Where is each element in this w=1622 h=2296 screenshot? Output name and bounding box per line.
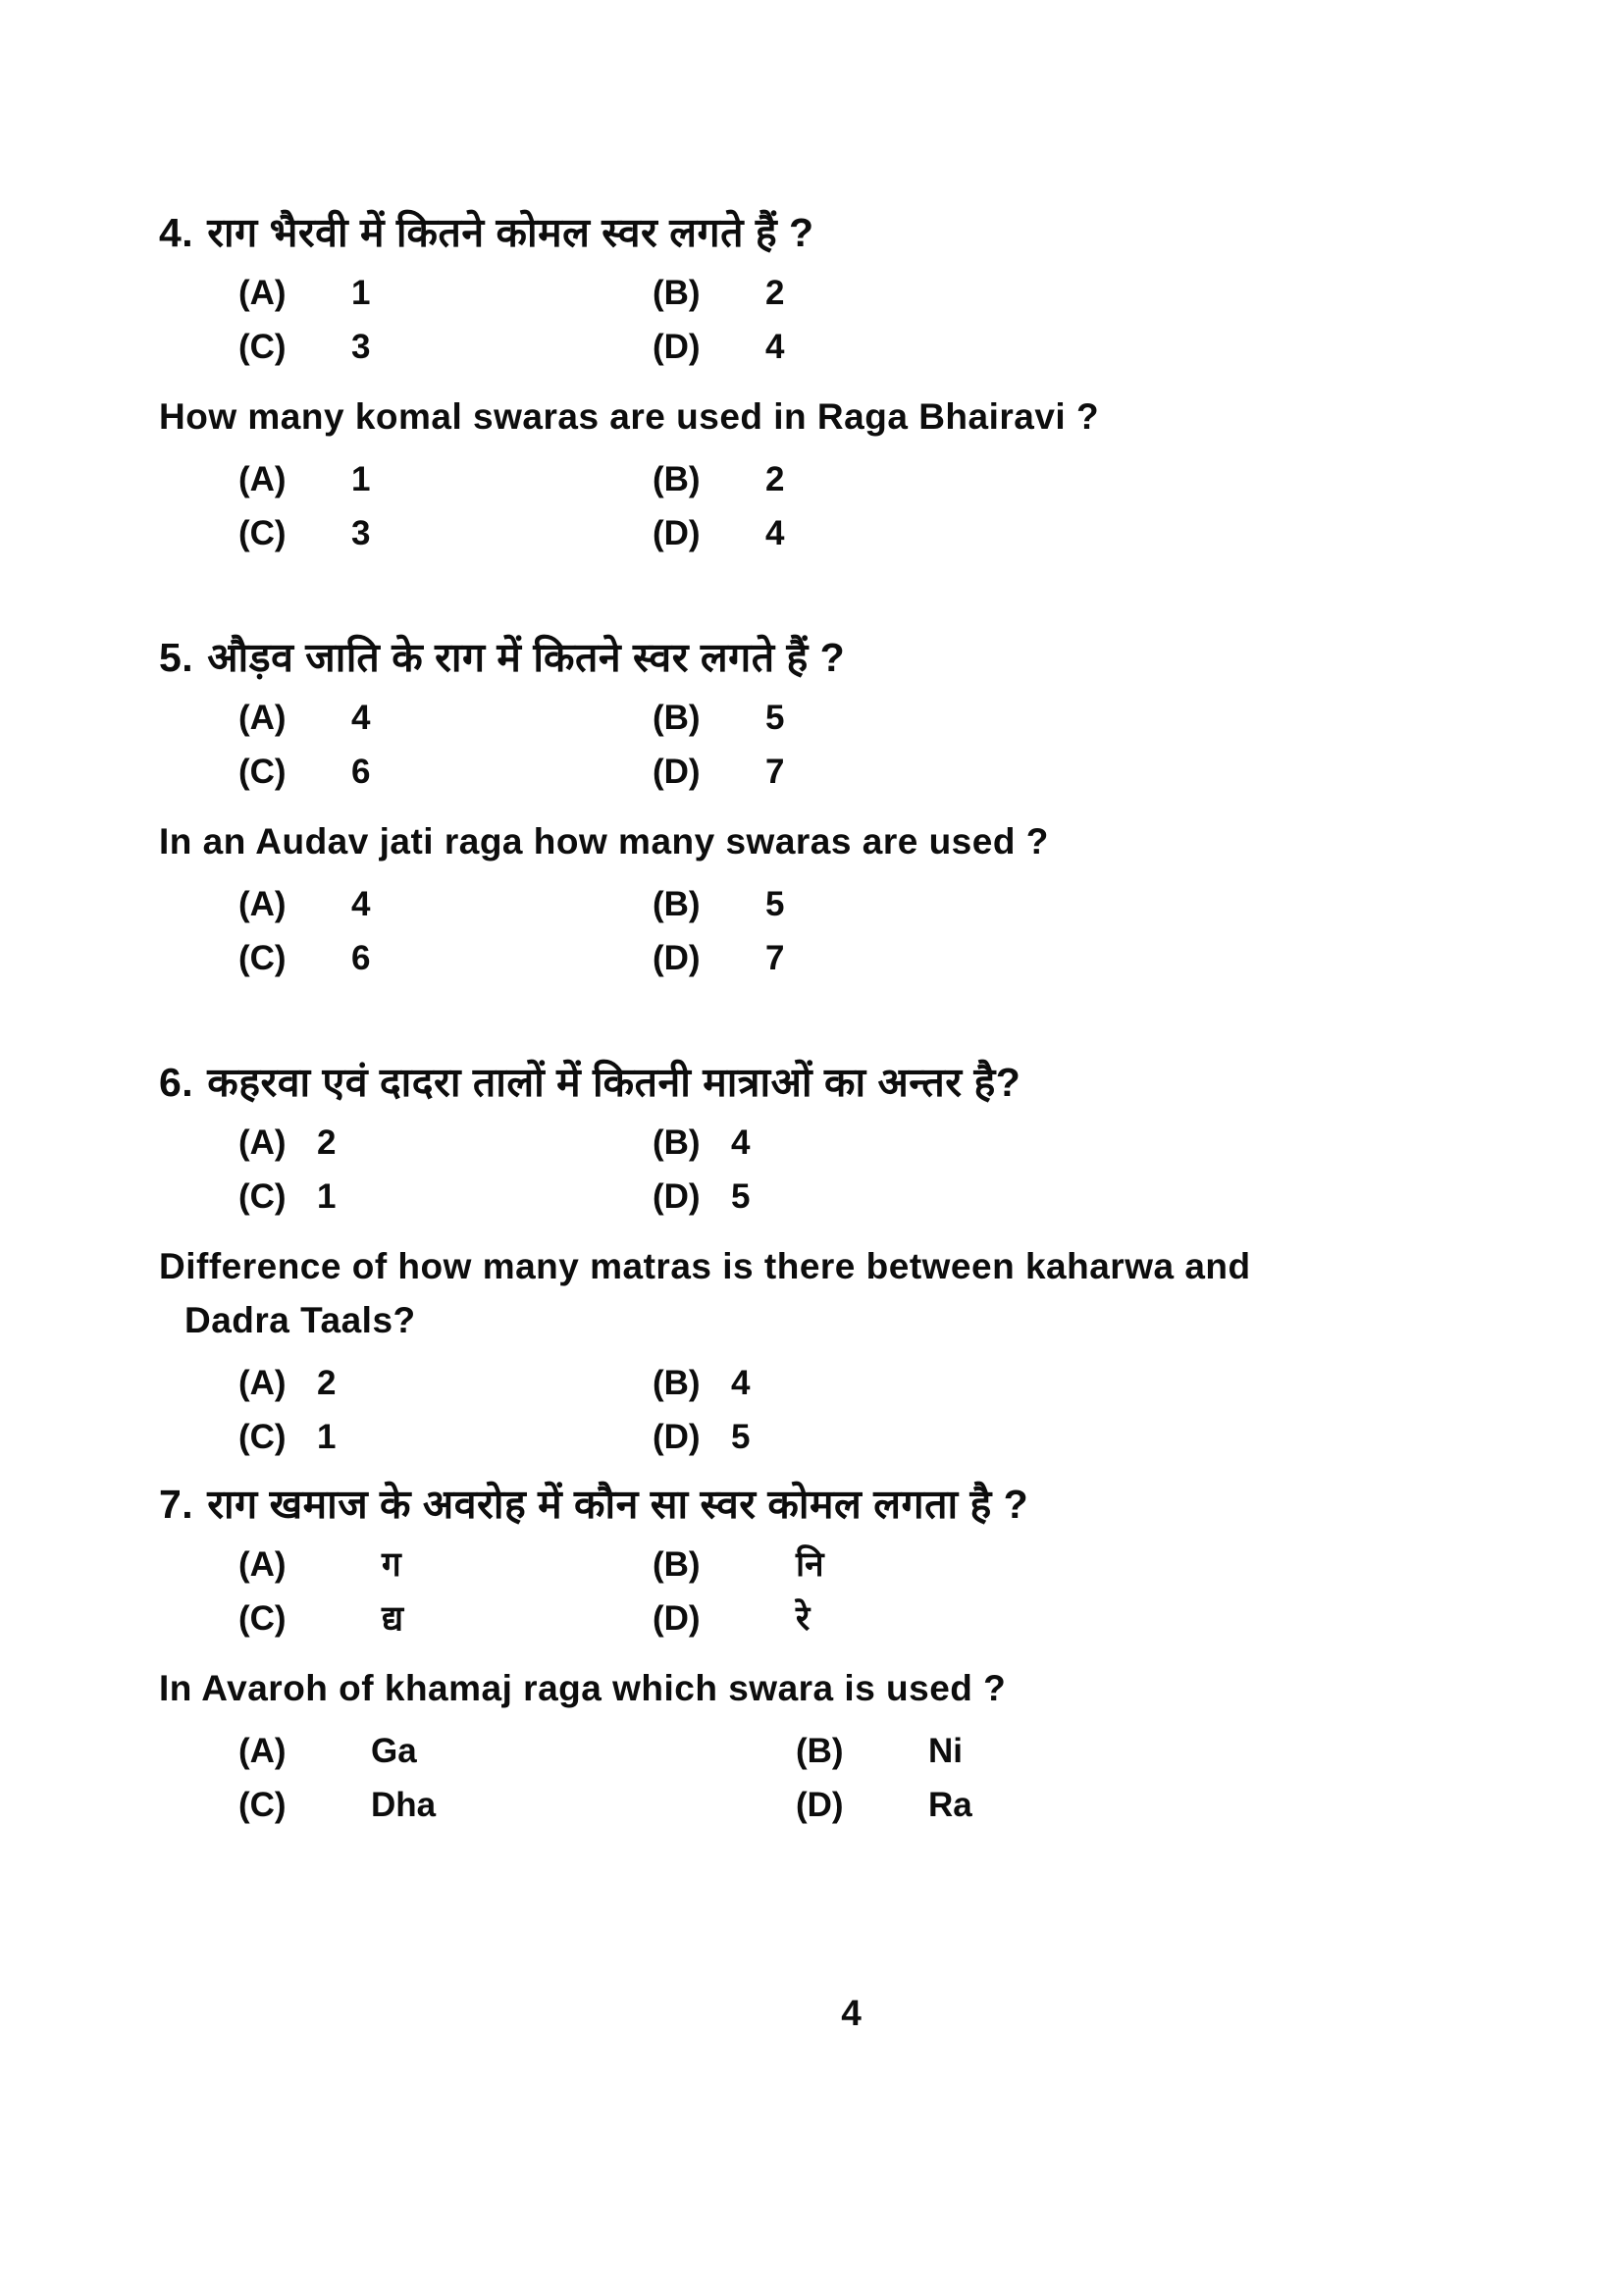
option-value: ग bbox=[382, 1545, 401, 1584]
question-block-5 bbox=[159, 633, 1544, 979]
question-english-line: In an Audav jati raga how many swaras are used ? bbox=[159, 821, 1049, 861]
option-label: (C) bbox=[238, 1599, 287, 1638]
option-value: 7 bbox=[765, 938, 785, 977]
question-english-line: How many komal swaras are used in Raga Bhairavi ? bbox=[159, 396, 1100, 438]
option-value: 3 bbox=[351, 328, 371, 367]
option-row bbox=[653, 938, 784, 979]
option-value: 5 bbox=[731, 1176, 751, 1216]
option-row bbox=[238, 1363, 653, 1404]
option-row bbox=[653, 273, 784, 314]
option-row bbox=[653, 752, 784, 793]
option-label: (A) bbox=[238, 884, 287, 923]
option-label: (D) bbox=[653, 1176, 701, 1216]
option-value: 1 bbox=[351, 274, 371, 313]
option-label: (D) bbox=[653, 513, 701, 552]
option-row bbox=[653, 1598, 824, 1640]
question-block-7 bbox=[159, 1480, 1544, 1826]
option-row bbox=[238, 752, 653, 793]
options-grid-hindi bbox=[238, 1122, 1544, 1218]
option-label: (A) bbox=[238, 459, 287, 498]
option-label: (A) bbox=[238, 699, 287, 737]
option-label: (B) bbox=[653, 274, 701, 313]
option-value: 4 bbox=[765, 513, 785, 552]
option-label: (D) bbox=[653, 753, 701, 791]
option-value: रे bbox=[796, 1599, 811, 1638]
option-value: 5 bbox=[765, 699, 785, 737]
option-label: (B) bbox=[653, 1363, 701, 1402]
option-label: (B) bbox=[796, 1731, 844, 1770]
question-number: 7. bbox=[159, 1481, 194, 1527]
option-row bbox=[653, 884, 784, 925]
option-value: 7 bbox=[765, 753, 785, 791]
option-row bbox=[238, 1417, 653, 1458]
option-label: (D) bbox=[653, 1599, 701, 1638]
option-label: (B) bbox=[653, 699, 701, 737]
option-row bbox=[796, 1731, 972, 1772]
question-block-6 bbox=[159, 1058, 1544, 1458]
question-text-english bbox=[159, 390, 1544, 444]
option-label: (A) bbox=[238, 274, 287, 313]
option-row bbox=[653, 1417, 750, 1458]
option-row bbox=[238, 1544, 653, 1586]
option-row bbox=[653, 1363, 750, 1404]
option-label: (C) bbox=[238, 753, 287, 791]
question-hindi: राग भैरवी में कितने कोमल स्वर लगते हैं ? bbox=[207, 210, 814, 255]
option-value: 4 bbox=[351, 699, 371, 737]
question-english-line: Difference of how many matras is there between kaharwa and bbox=[159, 1245, 1251, 1286]
page-number: 4 bbox=[841, 1992, 862, 2033]
option-label: (D) bbox=[653, 938, 701, 977]
question-number: 6. bbox=[159, 1059, 194, 1105]
question-english-line: In Avaroh of khamaj raga which swara is used ? bbox=[159, 1668, 1007, 1708]
question-hindi: औड़व जाति के राग में कितने स्वर लगते हैं ? bbox=[207, 634, 846, 680]
option-value: 4 bbox=[731, 1363, 751, 1402]
options-grid-english bbox=[238, 1731, 1544, 1826]
option-value: 6 bbox=[351, 938, 371, 977]
options-grid-hindi bbox=[238, 273, 1544, 368]
option-value: Ra bbox=[928, 1785, 972, 1824]
question-number: 5. bbox=[159, 634, 194, 680]
options-grid-english bbox=[238, 1363, 1544, 1458]
option-label: (C) bbox=[238, 938, 287, 977]
option-value: Ga bbox=[371, 1731, 417, 1770]
question-english-line: Dadra Taals? bbox=[184, 1300, 416, 1341]
option-row bbox=[238, 513, 653, 554]
option-value: 4 bbox=[765, 328, 785, 367]
option-row bbox=[238, 327, 653, 368]
option-row bbox=[653, 1544, 824, 1586]
question-text-hindi bbox=[159, 208, 1544, 258]
option-row bbox=[238, 1176, 653, 1218]
options-grid-english bbox=[238, 459, 1544, 554]
question-text-hindi bbox=[159, 1480, 1544, 1530]
option-value: 2 bbox=[317, 1122, 337, 1162]
option-label: (B) bbox=[653, 459, 701, 498]
option-label: (B) bbox=[653, 1545, 701, 1584]
option-label: (D) bbox=[796, 1785, 844, 1824]
option-row bbox=[653, 327, 784, 368]
question-number: 4. bbox=[159, 210, 194, 255]
option-label: (A) bbox=[238, 1731, 287, 1770]
option-row bbox=[238, 1122, 653, 1164]
option-row bbox=[238, 1785, 796, 1826]
option-label: (A) bbox=[238, 1363, 287, 1402]
option-label: (A) bbox=[238, 1545, 287, 1584]
option-label: (D) bbox=[653, 1417, 701, 1456]
question-hindi: राग खमाज के अवरोह में कौन सा स्वर कोमल लगता है ? bbox=[207, 1481, 1029, 1527]
option-row bbox=[653, 698, 784, 739]
question-text-english bbox=[159, 814, 1544, 869]
option-value: Ni bbox=[928, 1731, 963, 1770]
option-row bbox=[653, 1122, 750, 1164]
question-text-hindi bbox=[159, 1058, 1544, 1108]
option-row bbox=[238, 273, 653, 314]
options-grid-hindi bbox=[238, 1544, 1544, 1640]
options-grid-english bbox=[238, 884, 1544, 979]
option-row bbox=[238, 698, 653, 739]
option-value: 6 bbox=[351, 753, 371, 791]
option-value: नि bbox=[796, 1545, 824, 1584]
option-value: 5 bbox=[731, 1417, 751, 1456]
option-row bbox=[653, 1176, 750, 1218]
question-text-english bbox=[159, 1239, 1544, 1348]
option-row bbox=[238, 1598, 653, 1640]
options-grid-hindi bbox=[238, 698, 1544, 793]
option-value: 3 bbox=[351, 513, 371, 552]
option-value: 5 bbox=[765, 884, 785, 923]
question-block-4 bbox=[159, 208, 1544, 554]
option-label: (C) bbox=[238, 1176, 287, 1216]
option-value: 1 bbox=[317, 1417, 337, 1456]
option-value: 1 bbox=[317, 1176, 337, 1216]
question-text-english bbox=[159, 1661, 1544, 1716]
option-label: (B) bbox=[653, 884, 701, 923]
option-row bbox=[796, 1785, 972, 1826]
option-row bbox=[653, 459, 784, 500]
option-value: 2 bbox=[317, 1363, 337, 1402]
option-value: 1 bbox=[351, 459, 371, 498]
option-label: (C) bbox=[238, 513, 287, 552]
option-value: 4 bbox=[731, 1122, 751, 1162]
option-label: (C) bbox=[238, 328, 287, 367]
option-row bbox=[238, 938, 653, 979]
option-value: Dha bbox=[371, 1785, 437, 1824]
option-row bbox=[238, 884, 653, 925]
option-label: (C) bbox=[238, 1417, 287, 1456]
option-label: (B) bbox=[653, 1122, 701, 1162]
option-value: 4 bbox=[351, 884, 371, 923]
option-row bbox=[238, 459, 653, 500]
question-hindi: कहरवा एवं दादरा तालों में कितनी मात्राओं का अन्तर है? bbox=[207, 1059, 1021, 1105]
option-label: (C) bbox=[238, 1785, 287, 1824]
question-text-hindi bbox=[159, 633, 1544, 683]
option-label: (A) bbox=[238, 1122, 287, 1162]
option-label: (D) bbox=[653, 328, 701, 367]
option-value: द्य bbox=[382, 1599, 404, 1638]
option-row bbox=[653, 513, 784, 554]
option-row bbox=[238, 1731, 796, 1772]
option-value: 2 bbox=[765, 274, 785, 313]
option-value: 2 bbox=[765, 459, 785, 498]
